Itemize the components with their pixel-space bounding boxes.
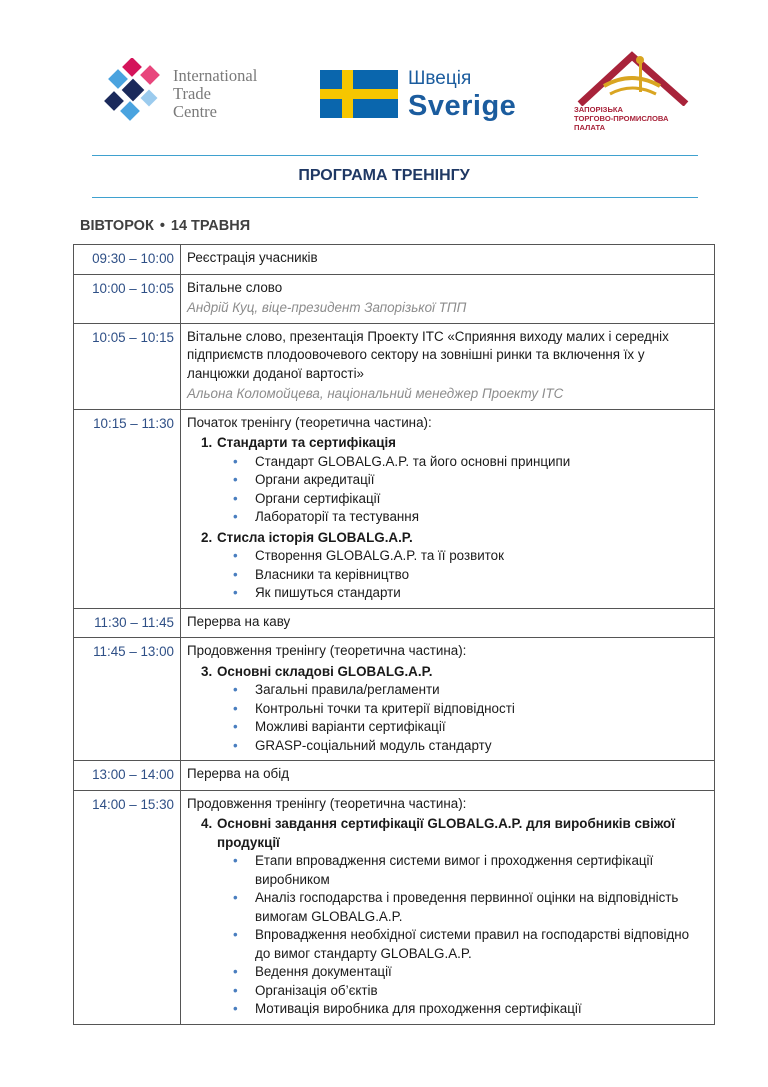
divider-top xyxy=(92,155,698,156)
time-slot: 09:30 – 10:00 xyxy=(74,245,181,275)
time-slot: 11:30 – 11:45 xyxy=(74,608,181,638)
section-heading xyxy=(201,815,708,852)
session-cell xyxy=(181,790,715,1024)
zcci-logo xyxy=(574,50,694,130)
section-number: 1. xyxy=(201,435,213,450)
list-item: • Лабораторії та тестування xyxy=(187,508,708,527)
session-title: Перерва на каву xyxy=(187,613,291,629)
session-cell xyxy=(181,323,715,409)
list-item: • Контрольні точки та критерії відповідності xyxy=(187,700,708,719)
section-number: 2. xyxy=(201,529,213,545)
session-title: Продовження тренінгу (теоретична частина): xyxy=(187,795,467,811)
list-item: • Можливі варіанти сертифікації xyxy=(187,718,708,737)
schedule-row xyxy=(74,274,715,323)
section-title: Основні завдання сертифікації GLOBALG.A.P. для виробників свіжої продукції xyxy=(217,816,675,850)
day-date: 14 ТРАВНЯ xyxy=(170,218,251,234)
section-heading xyxy=(201,529,708,548)
time-slot: 10:00 – 10:05 xyxy=(74,274,181,323)
list-item: • Органи акредитації xyxy=(187,471,708,490)
list-item: • Органи сертифікації xyxy=(187,490,708,509)
session-title: Перерва на обід xyxy=(187,766,290,781)
session-cell xyxy=(181,638,715,761)
section-title: Стандарти та сертифікація xyxy=(217,435,396,450)
swedish-flag-icon xyxy=(320,70,398,118)
section-heading xyxy=(201,434,708,453)
list-item: • Власники та керівництво xyxy=(187,566,708,585)
divider-bottom xyxy=(92,197,698,198)
section-number: 3. xyxy=(201,663,213,679)
zcci-name: ЗАПОРІЗЬКА ТОРГОВО-ПРОМИСЛОВА ПАЛАТА xyxy=(574,105,669,132)
session-cell xyxy=(181,409,715,608)
time-slot: 10:05 – 10:15 xyxy=(74,323,181,409)
page-title: ПРОГРАМА ТРЕНІНГУ xyxy=(298,167,470,184)
session-cell xyxy=(181,761,715,791)
session-cell xyxy=(181,245,715,275)
session-title: Початок тренінгу (теоретична частина): xyxy=(187,414,432,430)
day-name: ВІВТОРОК xyxy=(80,218,154,234)
session-title: Продовження тренінгу (теоретична частина): xyxy=(187,643,467,658)
list-item: • Як пишуться стандарти xyxy=(187,584,708,603)
schedule-row xyxy=(74,323,715,409)
list-item: • Організація об’єктів xyxy=(187,982,708,1001)
list-item: • GRASP-соціальний модуль стандарту xyxy=(187,737,708,756)
list-item: • Загальні правила/регламенти xyxy=(187,681,708,700)
session-cell xyxy=(181,608,715,638)
section-title: Основні складові GLOBALG.A.P. xyxy=(217,663,433,679)
itc-logo xyxy=(103,58,258,129)
speaker: Андрій Куц, віце-президент Запорізької ТПП xyxy=(187,300,467,315)
list-item: • Ведення документації xyxy=(187,963,708,982)
section-number: 4. xyxy=(201,816,213,831)
section-title: Стисла історія GLOBALG.A.P. xyxy=(217,529,413,545)
list-item: • Мотивація виробника для проходження сертифікації xyxy=(187,1000,708,1019)
sweden-name: Швеція xyxy=(408,68,472,89)
list-item: • Впровадження необхідної системи правил на господарстві відповідно до вимог стандарту GLOBALG.A.P. xyxy=(187,926,708,963)
topic-list xyxy=(187,852,708,1019)
topic-list xyxy=(187,681,708,755)
sweden-name-en: Sverige xyxy=(408,90,517,122)
time-slot: 11:45 – 13:00 xyxy=(74,638,181,761)
speaker: Альона Коломойцева, національний менеджер Проекту ІТС xyxy=(187,386,564,401)
logo-bar xyxy=(0,50,768,140)
schedule-row xyxy=(74,608,715,638)
topic-list xyxy=(187,547,708,603)
schedule-row xyxy=(74,790,715,1024)
schedule-row xyxy=(74,638,715,761)
day-separator: • xyxy=(159,218,165,234)
itc-logo-mark xyxy=(103,58,169,124)
time-slot: 13:00 – 14:00 xyxy=(74,761,181,791)
list-item: • Стандарт GLOBALG.A.P. та його основні принципи xyxy=(187,453,708,472)
time-slot: 10:15 – 11:30 xyxy=(74,409,181,608)
topic-list xyxy=(187,453,708,527)
session-title: Вітальне слово xyxy=(187,279,283,295)
itc-name: International Trade Centre xyxy=(173,66,258,121)
time-slot: 14:00 – 15:30 xyxy=(74,790,181,1024)
schedule-row xyxy=(74,409,715,608)
list-item: • Створення GLOBALG.A.P. та її розвиток xyxy=(187,547,708,566)
list-item: • Етапи впровадження системи вимог і проходження сертифікації виробником xyxy=(187,852,708,889)
list-item: • Аналіз господарства і проведення первинної оцінки на відповідність вимогам GLOBALG.A.P. xyxy=(187,889,708,926)
session-title: Реєстрація учасників xyxy=(187,250,318,265)
session-title: Вітальне слово, презентація Проекту ІТС «Сприяння виходу малих і середніх підприємств плодоовочевого сектору на зовнішні ринки та включення їх у ланцюжки доданої вартості» xyxy=(187,328,669,381)
day-heading xyxy=(80,218,250,234)
schedule-row xyxy=(74,761,715,791)
schedule-table xyxy=(73,244,715,1025)
session-cell xyxy=(181,274,715,323)
zcci-emblem-icon xyxy=(574,50,694,106)
schedule-row xyxy=(74,245,715,275)
section-heading xyxy=(201,663,708,682)
